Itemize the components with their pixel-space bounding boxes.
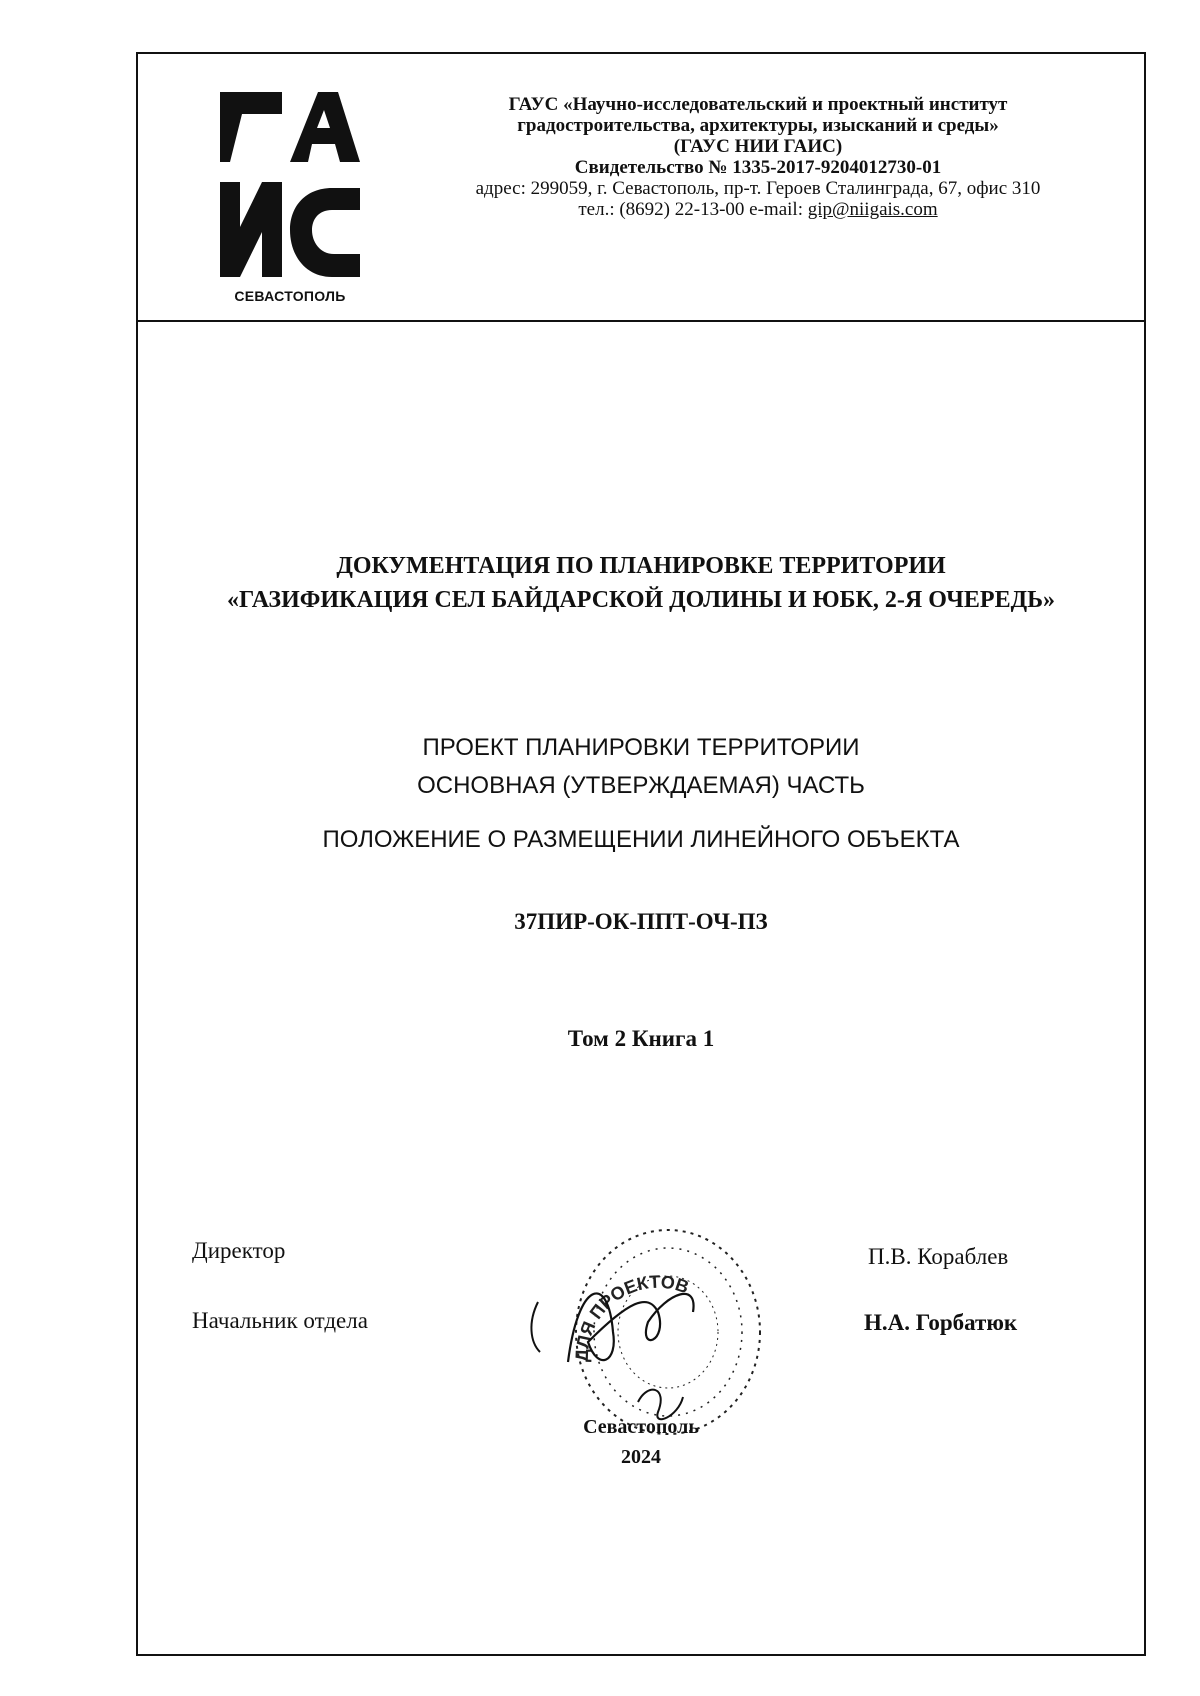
footer-year: 2024 <box>621 1446 661 1468</box>
org-name-line2: градостроительства, архитектуры, изысканий и среды» <box>517 115 999 136</box>
director-name: П.В. Кораблев <box>868 1244 1009 1269</box>
document-frame <box>136 52 1146 1656</box>
phone: тел.: (8692) 22-13-00 <box>578 199 745 220</box>
organization-info <box>388 94 1128 220</box>
title-line2: «ГАЗИФИКАЦИЯ СЕЛ БАЙДАРСКОЙ ДОЛИНЫ И ЮБК, 2-Я ОЧЕРЕДЬ» <box>227 587 1055 613</box>
email-label: e-mail: <box>749 199 803 220</box>
logo-city: СЕВАСТОПОЛЬ <box>234 288 346 304</box>
email-row <box>749 199 937 220</box>
director-label: Директор <box>192 1238 286 1263</box>
logo <box>220 92 360 307</box>
stamp-text: ДЛЯ ПРОЕКТОВ <box>571 1271 692 1363</box>
subtitle-regulation: ПОЛОЖЕНИЕ О РАЗМЕЩЕНИИ ЛИНЕЙНОГО ОБЪЕКТА <box>322 826 960 853</box>
head-of-department-name: Н.А. Горбатюк <box>864 1310 1018 1335</box>
document-title <box>138 549 1144 617</box>
email-link[interactable]: gip@niigais.com <box>807 199 938 220</box>
volume-book: Том 2 Книга 1 <box>567 1026 715 1051</box>
subtitle-project: ПРОЕКТ ПЛАНИРОВКИ ТЕРРИТОРИИ <box>422 734 860 761</box>
document-code: 37ПИР-ОК-ППТ-ОЧ-ПЗ <box>514 909 768 934</box>
subtitle-main-part: ОСНОВНАЯ (УТВЕРЖДАЕМАЯ) ЧАСТЬ <box>417 772 865 799</box>
footer-city: Севастополь <box>583 1416 699 1438</box>
letterhead <box>138 54 1144 322</box>
org-name-line1: ГАУС «Научно-исследовательский и проектный институт <box>508 94 1008 115</box>
gais-logo-icon <box>220 92 360 282</box>
title-line1: ДОКУМЕНТАЦИЯ ПО ПЛАНИРОВКЕ ТЕРРИТОРИИ <box>336 553 946 579</box>
head-of-department-label: Начальник отдела <box>192 1308 368 1333</box>
org-address: адрес: 299059, г. Севастополь, пр-т. Героев Сталинграда, 67, офис 310 <box>475 178 1041 199</box>
contact-row <box>388 199 1128 220</box>
certificate-number: Свидетельство № 1335-2017-9204012730-01 <box>574 157 942 178</box>
org-short-name: (ГАУС НИИ ГАИС) <box>673 136 843 157</box>
